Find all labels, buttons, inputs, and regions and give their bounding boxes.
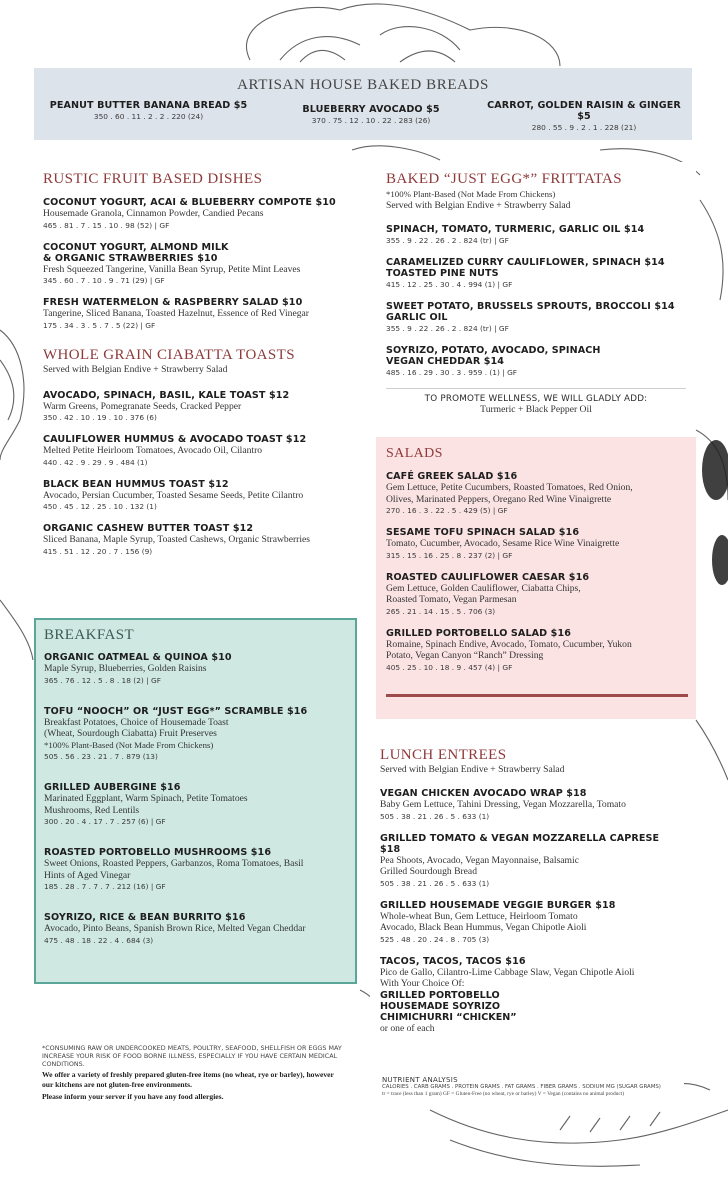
breads-section [34, 68, 692, 140]
item-name-line2: & ORGANIC STRAWBERRIES $10 [43, 252, 218, 264]
item-nutrition: 350 . 42 . 10 . 19 . 10 . 376 (6) [43, 413, 157, 422]
item-name: GRILLED HOUSEMADE VEGGIE BURGER $18 [380, 899, 616, 911]
item-name: TOFU “NOOCH” OR “JUST EGG*” SCRAMBLE $16 [44, 705, 308, 717]
menu-item [386, 628, 686, 673]
item-nutrition: 475 . 48 . 18 . 22 . 4 . 684 (3) [44, 935, 154, 945]
item-description: Melted Petite Heirloom Tomatoes, Avocado Oil, Cilantro [43, 445, 263, 456]
bread-item [482, 100, 686, 133]
item-description: Pico de Gallo, Cilantro-Lime Cabbage Slaw, Vegan Chipotle Aioli [380, 966, 635, 978]
item-nutrition: 450 . 45 . 12 . 25 . 10 . 132 (1) [43, 502, 157, 511]
item-name: CARAMELIZED CURRY CAULIFLOWER, SPINACH $14 [386, 257, 665, 268]
item-nutrition: 405 . 25 . 10 . 18 . 9 . 457 (4) | GF [386, 662, 513, 672]
item-description: Fresh Squeezed Tangerine, Vanilla Bean Syrup, Petite Mint Leaves [43, 263, 301, 275]
menu-item [380, 900, 682, 945]
menu-item [380, 833, 682, 889]
menu-item [44, 847, 347, 892]
item-nutrition: 415 . 12 . 25 . 30 . 4 . 994 (1) | GF [386, 280, 513, 289]
lunch-section [370, 738, 692, 1043]
menu-item [386, 257, 686, 290]
rustic-and-toasts-section [34, 162, 352, 598]
item-name: ROASTED CAULIFLOWER CAESAR $16 [386, 571, 590, 583]
item-description: Sliced Banana, Maple Syrup, Toasted Cashews, Organic Strawberries [43, 534, 311, 545]
menu-item [386, 527, 686, 561]
item-description-line2: Grilled Sourdough Bread [380, 866, 477, 877]
menu-item [43, 390, 343, 424]
frittatas-note: *100% Plant-Based (Not Made From Chickens) [386, 189, 556, 199]
item-name: COCONUT YOGURT, ACAI & BLUEBERRY COMPOTE $10 [43, 197, 336, 208]
item-nutrition: 505 . 56 . 23 . 21 . 7 . 879 (13) [44, 752, 158, 761]
item-name: TACOS, TACOS, TACOS $16 [380, 955, 526, 967]
item-description-line2: Roasted Tomato, Vegan Parmesan [386, 594, 517, 605]
item-nutrition: 185 . 28 . 7 . 7 . 7 . 212 (16) | GF [44, 882, 166, 891]
item-nutrition: 355 . 9 . 22 . 26 . 2 . 824 (tr) | GF [386, 324, 509, 333]
item-nutrition: 345 . 60 . 7 . 10 . 9 . 71 (29) | GF [43, 276, 165, 285]
item-description: Tangerine, Sliced Banana, Toasted Hazelnut, Essence of Red Vinegar [43, 308, 309, 319]
toasts-subtitle: Served with Belgian Endive + Strawberry Salad [43, 363, 228, 375]
nutrient-legend [378, 1074, 684, 1106]
frittatas-subtitle: Served with Belgian Endive + Strawberry Salad [386, 200, 571, 211]
item-name: CAULIFLOWER HUMMUS & AVOCADO TOAST $12 [43, 434, 307, 445]
item-description: Romaine, Spinach Endive, Avocado, Tomato, Cucumber, Yukon [386, 638, 632, 650]
item-name: SOYRIZO, POTATO, AVOCADO, SPINACH [386, 345, 601, 356]
gluten-note: We offer a variety of freshly prepared gluten-free items (no wheat, rye or barley), however our kitchens are not gluten-free environments. [42, 1070, 334, 1089]
item-nutrition: 505 . 38 . 21 . 26 . 5 . 633 (1) [380, 811, 490, 821]
menu-item [43, 242, 343, 287]
item-name: SWEET POTATO, BRUSSELS SPROUTS, BROCCOLI $14 [386, 301, 675, 312]
item-nutrition: 505 . 38 . 21 . 26 . 5 . 633 (1) [380, 878, 490, 888]
menu-item [44, 782, 347, 827]
menu-item [386, 345, 686, 378]
taco-choice: CHIMICHURRI “CHICKEN” [380, 1011, 517, 1023]
item-nutrition: 300 . 20 . 4 . 17 . 7 . 257 (6) | GF [44, 817, 166, 826]
item-name: ORGANIC OATMEAL & QUINOA $10 [44, 652, 232, 663]
item-description: Maple Syrup, Blueberries, Golden Raisins [44, 663, 207, 674]
menu-item [43, 434, 343, 468]
item-nutrition: 415 . 51 . 12 . 20 . 7 . 156 (9) [43, 546, 153, 556]
taco-choice-tail: or one of each [380, 1022, 435, 1034]
bread-item [286, 104, 456, 126]
menu-item [43, 523, 343, 557]
menu-item [380, 788, 682, 822]
item-name: SESAME TOFU SPINACH SALAD $16 [386, 527, 580, 538]
item-name: GRILLED AUBERGINE $16 [44, 782, 181, 793]
item-description: Sweet Onions, Roasted Peppers, Garbanzos, Roma Tomatoes, Basil [44, 858, 304, 869]
item-name: FRESH WATERMELON & RASPBERRY SALAD $10 [43, 297, 303, 308]
rustic-title: RUSTIC FRUIT BASED DISHES [43, 171, 263, 187]
toasts-title: WHOLE GRAIN CIABATTA TOASTS [43, 346, 295, 363]
menu-item [386, 572, 686, 617]
legend-title: NUTRIENT ANALYSIS [382, 1076, 458, 1084]
menu-item [44, 706, 347, 763]
item-nutrition: 485 . 16 . 29 . 30 . 3 . 959 . (1) | GF [386, 368, 518, 377]
item-nutrition: 525 . 48 . 20 . 24 . 8 . 705 (3) [380, 934, 490, 944]
item-name: VEGAN CHICKEN AVOCADO WRAP $18 [380, 788, 587, 799]
wellness-heading: TO PROMOTE WELLNESS, WE WILL GLADLY ADD: [424, 394, 648, 404]
item-name: SPINACH, TOMATO, TURMERIC, GARLIC OIL $14 [386, 224, 645, 235]
allergy-note: Please inform your server if you have any food allergies. [42, 1092, 224, 1101]
item-name-line2: TOASTED PINE NUTS [386, 268, 499, 279]
item-description-line2: (Wheat, Sourdough Ciabatta) Fruit Preserves [44, 728, 217, 739]
item-description-line2: Mushrooms, Red Lentils [44, 804, 140, 816]
legend-line1: CALORIES . CARB GRAMS . PROTEIN GRAMS . FAT GRAMS . FIBER GRAMS . SODIUM MG (SUGAR GRAMS) [382, 1084, 661, 1090]
item-nutrition: 270 . 16 . 3 . 22 . 5 . 429 (5) | GF [386, 506, 508, 515]
menu-item [386, 224, 686, 246]
salads-divider [386, 694, 688, 697]
menu-item [380, 956, 682, 1035]
item-description: Avocado, Persian Cucumber, Toasted Sesame Seeds, Petite Cilantro [43, 489, 304, 501]
item-description-line2: Potato, Vegan Canyon “Ranch” Dressing [386, 650, 544, 661]
breakfast-section [34, 618, 357, 984]
frittatas-section [376, 162, 696, 430]
legend-line2: tr = trace (less than 1 gram) GF = Gluten-Free (no wheat, rye or barley) V = Vegan (contains no animal product) [382, 1091, 625, 1097]
item-description: Avocado, Pinto Beans, Spanish Brown Rice, Melted Vegan Cheddar [44, 923, 306, 934]
bread-name: BLUEBERRY AVOCADO $5 [302, 104, 440, 115]
taco-choice: HOUSEMADE SOYRIZO [380, 1000, 501, 1012]
item-description: Whole-wheat Bun, Gem Lettuce, Heirloom Tomato [380, 910, 578, 922]
menu-item [43, 297, 343, 331]
item-name: SOYRIZO, RICE & BEAN BURRITO $16 [44, 912, 246, 923]
bread-nutrition: 350 . 60 . 11 . 2 . 2 . 220 (24) [93, 112, 204, 121]
food-safety-warning: *CONSUMING RAW OR UNDERCOOKED MEATS, POULTRY, SEAFOOD, SHELLFISH OR EGGS MAY INCREASE YOUR RISK OF FOOD BORNE ILLNESS, ESPECIALLY IF YOU HAVE CERTAIN MEDICAL CONDITIONS. [42, 1044, 342, 1068]
menu-item [386, 471, 686, 516]
item-name-line2: GARLIC OIL [386, 312, 448, 323]
item-nutrition: 440 . 42 . 9 . 29 . 9 . 484 (1) [43, 457, 148, 467]
menu-item [44, 652, 347, 686]
item-description: Breakfast Potatoes, Choice of Housemade Toast [44, 716, 229, 728]
taco-choice: GRILLED PORTOBELLO [380, 989, 500, 1001]
item-description: Housemade Granola, Cinnamon Powder, Candied Pecans [43, 208, 264, 219]
lunch-title: LUNCH ENTREES [380, 747, 507, 763]
item-description: Marinated Eggplant, Warm Spinach, Petite Tomatoes [44, 793, 248, 804]
bread-nutrition: 370 . 75 . 12 . 10 . 22 . 283 (26) [311, 116, 431, 125]
disclaimer [34, 1040, 354, 1100]
menu-item [386, 301, 686, 334]
item-nutrition: 365 . 76 . 12 . 5 . 8 . 18 (2) | GF [44, 675, 161, 685]
item-description: Gem Lettuce, Golden Cauliflower, Ciabatta Chips, [386, 582, 581, 594]
breads-title: ARTISAN HOUSE BAKED BREADS [237, 77, 489, 93]
item-description: Pea Shoots, Avocado, Vegan Mayonnaise, Balsamic [380, 854, 579, 866]
wellness-note [386, 388, 686, 416]
item-note: *100% Plant-Based (Not Made From Chickens) [44, 739, 214, 750]
item-name: ORGANIC CASHEW BUTTER TOAST $12 [43, 523, 254, 534]
item-nutrition: 265 . 21 . 14 . 15 . 5 . 706 (3) [386, 606, 496, 616]
item-description: Tomato, Cucumber, Avocado, Sesame Rice Wine Vinaigrette [386, 538, 620, 549]
lunch-subtitle: Served with Belgian Endive + Strawberry Salad [380, 764, 565, 775]
wellness-items: Turmeric + Black Pepper Oil [480, 404, 592, 415]
menu-item [43, 479, 343, 513]
bread-item [46, 100, 251, 122]
breakfast-title: BREAKFAST [44, 627, 135, 643]
menu-item [43, 197, 343, 231]
bread-name: CARROT, GOLDEN RAISIN & GINGER $5 [487, 100, 681, 122]
item-name: CAFÉ GREEK SALAD $16 [386, 471, 518, 482]
item-name: GRILLED PORTOBELLO SALAD $16 [386, 627, 572, 639]
salads-title: SALADS [386, 446, 443, 461]
bread-nutrition: 280 . 55 . 9 . 2 . 1 . 228 (21) [531, 123, 637, 132]
item-description-line2: With Your Choice Of: [380, 978, 465, 989]
item-name-line2: VEGAN CHEDDAR $14 [386, 356, 505, 367]
item-description-line2: Olives, Marinated Peppers, Oregano Red Wine Vinaigrette [386, 493, 612, 505]
item-nutrition: 355 . 9 . 22 . 26 . 2 . 824 (tr) | GF [386, 236, 509, 245]
item-description-line2: Hints of Aged Vinegar [44, 869, 131, 881]
menu-item [44, 912, 347, 946]
frittatas-title: BAKED “JUST EGG*” FRITTATAS [386, 171, 623, 187]
item-name: BLACK BEAN HUMMUS TOAST $12 [43, 478, 229, 490]
item-description: Baby Gem Lettuce, Tahini Dressing, Vegan Mozzarella, Tomato [380, 799, 626, 810]
salads-section [376, 437, 696, 719]
item-description-line2: Avocado, Black Bean Hummus, Vegan Chipotle Aioli [380, 922, 587, 933]
item-name: ROASTED PORTOBELLO MUSHROOMS $16 [44, 847, 272, 858]
item-nutrition: 315 . 15 . 16 . 25 . 8 . 237 (2) | GF [386, 550, 513, 560]
item-name: AVOCADO, SPINACH, BASIL, KALE TOAST $12 [43, 389, 290, 401]
item-description: Warm Greens, Pomegranate Seeds, Cracked Pepper [43, 400, 242, 412]
item-description: Gem Lettuce, Petite Cucumbers, Roasted Tomatoes, Red Onion, [386, 482, 633, 493]
item-name: GRILLED TOMATO & VEGAN MOZZARELLA CAPRESE $18 [380, 832, 660, 855]
item-name: COCONUT YOGURT, ALMOND MILK [43, 241, 229, 253]
item-nutrition: 175 . 34 . 3 . 5 . 7 . 5 (22) | GF [43, 320, 156, 330]
bread-name: PEANUT BUTTER BANANA BREAD $5 [49, 100, 248, 111]
item-nutrition: 465 . 81 . 7 . 15 . 10 . 98 (52) | GF [43, 220, 170, 230]
